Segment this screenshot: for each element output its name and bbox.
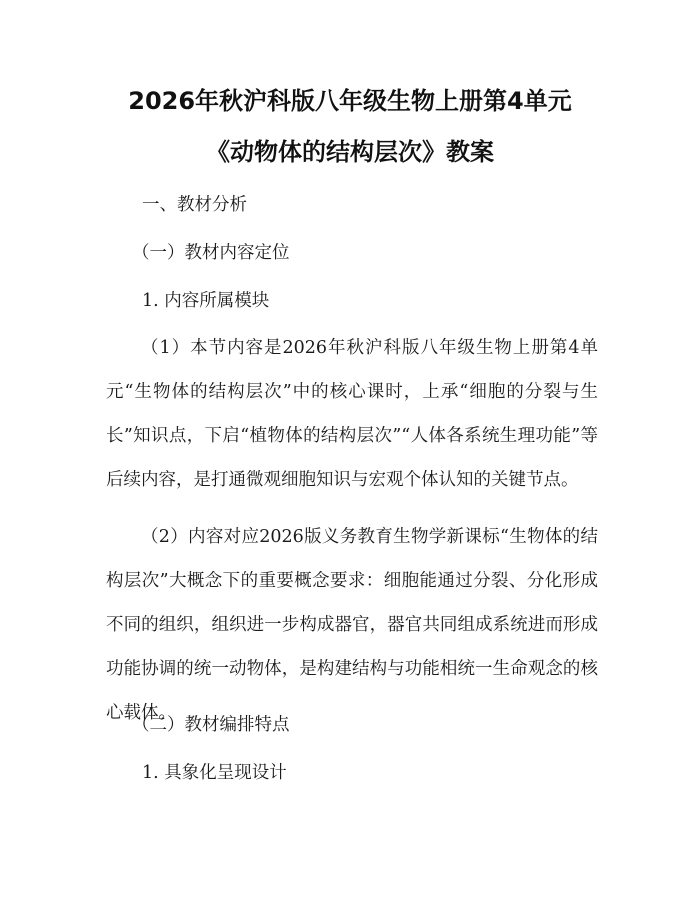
document-title-line-2: 《动物体的结构层次》教案 bbox=[206, 138, 494, 166]
item-heading-1-1-1: 1. 内容所属模块 bbox=[142, 291, 270, 311]
body-paragraph-1: （1）本节内容是2026年秋沪科版八年级生物上册第4单元“生物体的结构层次”中的核心课时，上承“细胞的分裂与生长”知识点，下启“植物体的结构层次”“人体各系统生理功能”等后续内容，是打通微观细胞知识与宏观个体认知的关键节点。 bbox=[106, 338, 598, 490]
item-heading-1-2-1: 1. 具象化呈现设计 bbox=[142, 763, 287, 783]
body-paragraph-2: （2）内容对应2026版义务教育生物学新课标“生物体的结构层次”大概念下的重要概念要求：细胞能通过分裂、分化形成不同的组织，组织进一步构成器官，器官共同组成系统进而形成功能协调的统一动物体，是构建结构与功能相统一生命观念的核心载体。 bbox=[106, 527, 598, 723]
subsection-heading-1-1: （一）教材内容定位 bbox=[132, 243, 290, 263]
section-heading-1: 一、教材分析 bbox=[142, 195, 247, 215]
subsection-heading-1-2: （二）教材编排特点 bbox=[132, 715, 290, 735]
document-title-line-1: 2026年秋沪科版八年级生物上册第4单元 bbox=[128, 87, 572, 115]
